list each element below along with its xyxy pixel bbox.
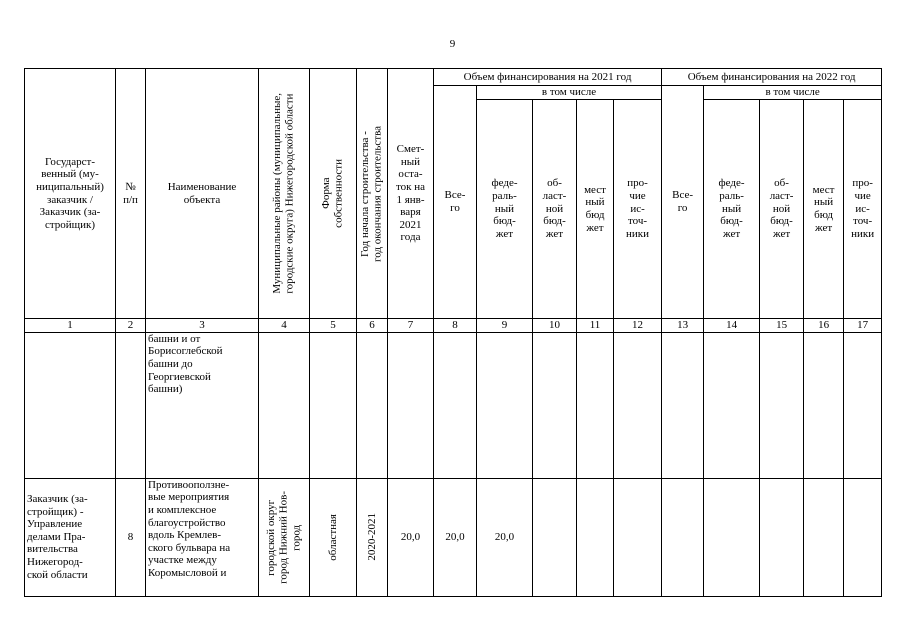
cell-total-2021: 20,0 <box>434 478 477 596</box>
cell-balance: 20,0 <box>388 478 434 596</box>
column-number: 11 <box>577 319 614 333</box>
header-customer: Государст- венный (му- ниципальный) заказчик / Заказчик (за- стройщик) <box>25 69 116 319</box>
column-number: 8 <box>434 319 477 333</box>
cell-empty <box>116 332 146 478</box>
header-regional-2021: об- ласт- ной бюд- жет <box>533 100 577 319</box>
header-ownership: Форма собственности <box>310 69 357 319</box>
column-number: 17 <box>844 319 882 333</box>
cell-empty <box>577 332 614 478</box>
cell-empty <box>614 478 662 596</box>
cell-empty <box>357 332 388 478</box>
header-object-name: Наименование объекта <box>146 69 259 319</box>
cell-empty <box>760 478 804 596</box>
header-including-2022: в том числе <box>704 86 882 100</box>
header-total-2022: Все- го <box>662 86 704 319</box>
cell-empty <box>662 332 704 478</box>
cell-empty <box>577 478 614 596</box>
header-financing-2022: Объем финансирования на 2022 год <box>662 69 882 86</box>
column-number: 6 <box>357 319 388 333</box>
cell-object-name-continued: башни и от Борисоглебской башни до Георгиевской башни) <box>146 332 259 478</box>
table-row <box>25 478 882 596</box>
header-total-2021: Все- го <box>434 86 477 319</box>
column-number: 12 <box>614 319 662 333</box>
header-federal-2022: феде- раль- ный бюд- жет <box>704 100 760 319</box>
cell-number: 8 <box>116 478 146 596</box>
column-number: 2 <box>116 319 146 333</box>
cell-empty <box>388 332 434 478</box>
cell-district: городской округ город Нижний Нов- город <box>259 478 310 596</box>
header-other-2021: про- чие ис- точ- ники <box>614 100 662 319</box>
header-local-2022: мест ный бюд жет <box>804 100 844 319</box>
cell-customer: Заказчик (за- стройщик) - Управление делами Пра- вительства Нижегород- ской области <box>25 478 116 596</box>
column-number: 3 <box>146 319 259 333</box>
cell-empty <box>533 332 577 478</box>
cell-empty <box>704 478 760 596</box>
column-number: 7 <box>388 319 434 333</box>
header-years: Год начала строительства - год окончания строительства <box>357 69 388 319</box>
cell-federal-2021: 20,0 <box>477 478 533 596</box>
table-row <box>25 332 882 478</box>
cell-empty <box>310 332 357 478</box>
column-number: 15 <box>760 319 804 333</box>
header-financing-2021: Объем финансирования на 2021 год <box>434 69 662 86</box>
cell-empty <box>844 478 882 596</box>
column-number: 13 <box>662 319 704 333</box>
header-number: № п/п <box>116 69 146 319</box>
financing-table <box>24 68 882 597</box>
column-number: 5 <box>310 319 357 333</box>
cell-empty <box>662 478 704 596</box>
header-local-2021: мест ный бюд жет <box>577 100 614 319</box>
header-other-2022: про- чие ис- точ- ники <box>844 100 882 319</box>
cell-empty <box>259 332 310 478</box>
cell-empty <box>477 332 533 478</box>
cell-years: 2020-2021 <box>357 478 388 596</box>
cell-object-name: Противооползне- вые мероприятия и комплексное благоустройство вдоль Кремлев- ского бульвара на участке между Коромысловой и <box>146 478 259 596</box>
column-number: 16 <box>804 319 844 333</box>
column-number: 4 <box>259 319 310 333</box>
header-including-2021: в том числе <box>477 86 662 100</box>
cell-empty <box>844 332 882 478</box>
header-federal-2021: феде- раль- ный бюд- жет <box>477 100 533 319</box>
page-number: 9 <box>449 38 456 50</box>
cell-empty <box>804 332 844 478</box>
cell-empty <box>614 332 662 478</box>
column-number: 14 <box>704 319 760 333</box>
header-districts: Муниципальные районы (муниципальные, городские округа) Нижегородской области <box>259 69 310 319</box>
cell-empty <box>533 478 577 596</box>
header-regional-2022: об- ласт- ной бюд- жет <box>760 100 804 319</box>
column-numbers-row <box>25 319 882 333</box>
cell-empty <box>434 332 477 478</box>
column-number: 10 <box>533 319 577 333</box>
header-balance: Смет- ный оста- ток на 1 янв- варя 2021 года <box>388 69 434 319</box>
column-number: 9 <box>477 319 533 333</box>
cell-empty <box>704 332 760 478</box>
cell-empty <box>25 332 116 478</box>
column-number: 1 <box>25 319 116 333</box>
cell-ownership: областная <box>310 478 357 596</box>
cell-empty <box>760 332 804 478</box>
cell-empty <box>804 478 844 596</box>
